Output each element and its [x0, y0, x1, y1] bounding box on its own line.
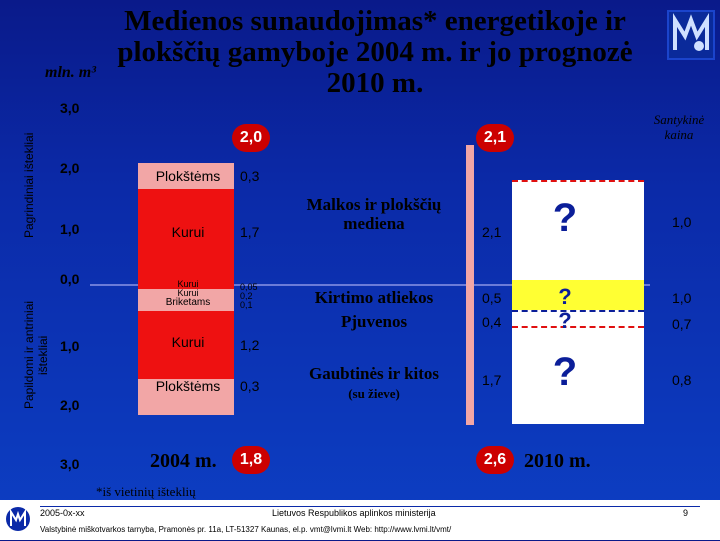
bar-segment	[466, 315, 474, 425]
segment-label: Briketams	[165, 297, 211, 308]
price-b: 0,7	[672, 316, 692, 332]
total-2004-top: 2,0	[232, 124, 270, 152]
segment-label: Kurui	[171, 224, 205, 240]
question-mark-a: ?	[558, 284, 572, 309]
category-b: Pjuvenos	[340, 312, 408, 331]
category-top: Malkos ir plokščių mediena	[306, 195, 442, 233]
page-title: Medienos sunaudojimas* energetikoje ir plokščių gamyboje 2004 m. ir jo prognozė 2010 m.	[117, 5, 633, 99]
segment-label: Kurui	[177, 288, 199, 298]
total-2004-bottom: 1,8	[232, 446, 270, 474]
logo-icon	[667, 10, 715, 60]
total-2010-top: 2,1	[476, 124, 514, 152]
footer-page: 9	[683, 508, 689, 518]
segment-label: Kurui	[177, 279, 199, 289]
tick-label: 0,0	[60, 271, 80, 287]
unit-label: mln. m³	[45, 64, 97, 81]
segment-value: 0,05	[240, 282, 258, 292]
year-2004-label: 2004 m.	[150, 450, 217, 472]
footer-logo-icon	[4, 502, 32, 536]
tick-label: 3,0	[60, 100, 80, 116]
question-mark-b: ?	[558, 308, 572, 333]
footer-address: Valstybinė miškotvarkos tarnyba, Pramonės pr. 11a, LT-51327 Kaunas, el.p. vmt@lvmi.lt Web: http://www.lvmi.lt/vmt/	[40, 525, 452, 534]
segment-value: 0,1	[240, 300, 253, 310]
price-c: 0,8	[672, 372, 692, 388]
value-2010-c: 1,7	[482, 372, 502, 388]
question-mark-top: ?	[552, 196, 578, 240]
bar-2010	[466, 145, 474, 425]
segment-label: Plokštėms	[155, 378, 221, 394]
tick-label: 2,0	[60, 397, 80, 413]
price-top: 1,0	[672, 214, 692, 230]
segment-value: 1,2	[240, 337, 260, 353]
segment-label: Plokštėms	[155, 168, 221, 184]
price-a: 1,0	[672, 290, 692, 306]
tick-label: 2,0	[60, 160, 80, 176]
segment-value: 1,7	[240, 224, 260, 240]
bottom-section-label: Papildomi ir antriniai ištekliai	[22, 300, 50, 410]
category-c-note: (su žieve)	[348, 386, 400, 401]
footnote: *iš vietinių išteklių	[96, 484, 196, 499]
question-mark-c: ?	[552, 350, 578, 394]
bar-segment	[466, 285, 474, 315]
segment-value: 0,2	[240, 291, 253, 301]
footer-code: 2005-0x-xx	[40, 508, 85, 518]
tick-label: 1,0	[60, 221, 80, 237]
value-2010-a: 0,5	[482, 290, 502, 306]
footer	[0, 500, 720, 540]
value-2010-b: 0,4	[482, 314, 502, 330]
segment-value: 0,3	[240, 168, 260, 184]
tick-label: 3,0	[60, 456, 80, 472]
category-a: Kirtimo atliekos	[314, 288, 434, 307]
value-2010-top: 2,1	[482, 224, 502, 240]
category-c: Gaubtinės ir kitos	[308, 364, 440, 383]
segment-value: 0,3	[240, 378, 260, 394]
forecast-top-dash	[512, 180, 644, 182]
bar-segment	[466, 145, 474, 285]
top-section-label: Pagrindiniai ištekliai	[22, 132, 36, 238]
relative-price-header: Santykinė kaina	[653, 112, 705, 142]
tick-label: 1,0	[60, 338, 80, 354]
footer-ministry: Lietuvos Respublikos aplinkos ministerija	[272, 508, 436, 518]
segment-label: Kurui	[171, 334, 205, 350]
year-2010-label: 2010 m.	[524, 450, 591, 472]
total-2010-bottom: 2,6	[476, 446, 514, 474]
